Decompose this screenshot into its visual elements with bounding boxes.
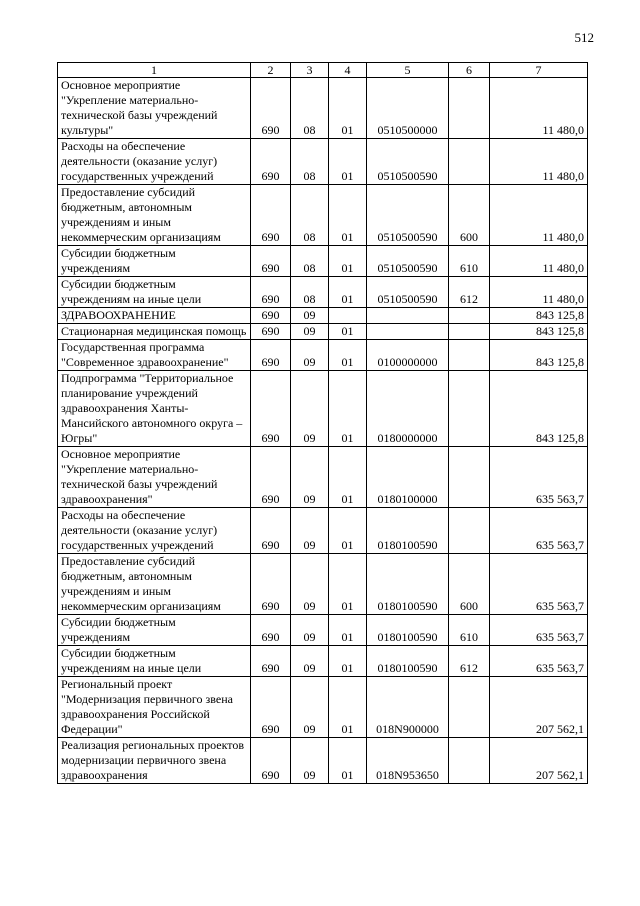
row-expense-type <box>449 308 490 324</box>
row-expense-type: 600 <box>449 554 490 615</box>
row-subsection: 01 <box>329 646 367 677</box>
row-subsection: 01 <box>329 677 367 738</box>
row-amount: 843 125,8 <box>490 308 588 324</box>
row-name: Подпрограмма "Территориальное планирование учреждений здравоохранения Ханты-Мансийского автономного округа – Югры" <box>58 371 251 447</box>
table-row <box>58 615 588 646</box>
row-name: Предоставление субсидий бюджетным, автономным учреждениям и иным некоммерческим организациям <box>58 185 251 246</box>
row-amount: 11 480,0 <box>490 185 588 246</box>
row-target: 018N953650 <box>367 738 449 784</box>
row-amount: 207 562,1 <box>490 738 588 784</box>
row-code-main: 690 <box>251 447 291 508</box>
row-code-main: 690 <box>251 78 291 139</box>
row-target <box>367 308 449 324</box>
row-name: Государственная программа "Современное здравоохранение" <box>58 340 251 371</box>
row-name: Расходы на обеспечение деятельности (оказание услуг) государственных учреждений <box>58 508 251 554</box>
row-code-main: 690 <box>251 646 291 677</box>
header-cell: 7 <box>490 63 588 78</box>
row-name: Субсидии бюджетным учреждениям <box>58 615 251 646</box>
header-cell: 5 <box>367 63 449 78</box>
row-amount: 11 480,0 <box>490 139 588 185</box>
row-target: 0180100590 <box>367 615 449 646</box>
header-cell: 1 <box>58 63 251 78</box>
row-expense-type: 612 <box>449 646 490 677</box>
row-section: 09 <box>291 615 329 646</box>
row-section: 09 <box>291 646 329 677</box>
row-code-main: 690 <box>251 738 291 784</box>
row-target: 0180100590 <box>367 508 449 554</box>
page-number: 512 <box>574 30 594 45</box>
row-section: 09 <box>291 738 329 784</box>
row-code-main: 690 <box>251 185 291 246</box>
row-section: 09 <box>291 340 329 371</box>
row-code-main: 690 <box>251 508 291 554</box>
row-subsection: 01 <box>329 185 367 246</box>
header-cell: 2 <box>251 63 291 78</box>
row-subsection: 01 <box>329 340 367 371</box>
table-row <box>58 646 588 677</box>
row-section: 08 <box>291 277 329 308</box>
row-section: 09 <box>291 554 329 615</box>
row-target: 0510500000 <box>367 78 449 139</box>
table-row <box>58 308 588 324</box>
row-expense-type <box>449 78 490 139</box>
row-target <box>367 324 449 340</box>
row-subsection: 01 <box>329 246 367 277</box>
row-amount: 635 563,7 <box>490 447 588 508</box>
row-section: 09 <box>291 508 329 554</box>
row-subsection: 01 <box>329 371 367 447</box>
row-name: Субсидии бюджетным учреждениям <box>58 246 251 277</box>
row-subsection: 01 <box>329 78 367 139</box>
row-target: 0510500590 <box>367 139 449 185</box>
row-name: Субсидии бюджетным учреждениям на иные цели <box>58 277 251 308</box>
row-amount: 635 563,7 <box>490 554 588 615</box>
row-amount: 843 125,8 <box>490 324 588 340</box>
row-amount: 843 125,8 <box>490 340 588 371</box>
row-name: Основное мероприятие "Укрепление материально-технической базы учреждений здравоохранения" <box>58 447 251 508</box>
row-target: 0510500590 <box>367 277 449 308</box>
row-expense-type <box>449 371 490 447</box>
row-expense-type <box>449 324 490 340</box>
row-amount: 843 125,8 <box>490 371 588 447</box>
row-subsection: 01 <box>329 508 367 554</box>
table-row <box>58 277 588 308</box>
row-expense-type <box>449 340 490 371</box>
row-subsection <box>329 308 367 324</box>
header-cell: 3 <box>291 63 329 78</box>
table-row <box>58 246 588 277</box>
row-section: 08 <box>291 78 329 139</box>
row-name: Субсидии бюджетным учреждениям на иные цели <box>58 646 251 677</box>
row-name: Предоставление субсидий бюджетным, автономным учреждениям и иным некоммерческим организациям <box>58 554 251 615</box>
row-subsection: 01 <box>329 447 367 508</box>
row-section: 08 <box>291 185 329 246</box>
row-code-main: 690 <box>251 308 291 324</box>
row-target: 0100000000 <box>367 340 449 371</box>
row-subsection: 01 <box>329 615 367 646</box>
row-subsection: 01 <box>329 738 367 784</box>
table-row <box>58 677 588 738</box>
header-cell: 4 <box>329 63 367 78</box>
row-amount: 11 480,0 <box>490 78 588 139</box>
table-row <box>58 139 588 185</box>
row-name: ЗДРАВООХРАНЕНИЕ <box>58 308 251 324</box>
row-name: Расходы на обеспечение деятельности (оказание услуг) государственных учреждений <box>58 139 251 185</box>
row-section: 08 <box>291 139 329 185</box>
row-target: 0510500590 <box>367 246 449 277</box>
row-section: 08 <box>291 246 329 277</box>
row-section: 09 <box>291 371 329 447</box>
row-name: Основное мероприятие "Укрепление материально-технической базы учреждений культуры" <box>58 78 251 139</box>
table-row <box>58 447 588 508</box>
row-expense-type: 610 <box>449 615 490 646</box>
row-code-main: 690 <box>251 246 291 277</box>
header-cell: 6 <box>449 63 490 78</box>
row-amount: 635 563,7 <box>490 615 588 646</box>
row-expense-type <box>449 508 490 554</box>
row-code-main: 690 <box>251 324 291 340</box>
row-code-main: 690 <box>251 371 291 447</box>
header-row <box>58 63 588 78</box>
row-section: 09 <box>291 308 329 324</box>
row-code-main: 690 <box>251 139 291 185</box>
table-row <box>58 340 588 371</box>
row-expense-type <box>449 738 490 784</box>
table-row <box>58 371 588 447</box>
table-row <box>58 78 588 139</box>
row-name: Стационарная медицинская помощь <box>58 324 251 340</box>
row-code-main: 690 <box>251 277 291 308</box>
table-row <box>58 185 588 246</box>
row-subsection: 01 <box>329 554 367 615</box>
table-row <box>58 738 588 784</box>
row-amount: 11 480,0 <box>490 277 588 308</box>
row-target: 0180100590 <box>367 554 449 615</box>
row-expense-type: 600 <box>449 185 490 246</box>
row-section: 09 <box>291 677 329 738</box>
row-expense-type <box>449 447 490 508</box>
row-subsection: 01 <box>329 139 367 185</box>
row-target: 0180000000 <box>367 371 449 447</box>
row-code-main: 690 <box>251 615 291 646</box>
row-code-main: 690 <box>251 677 291 738</box>
row-expense-type <box>449 139 490 185</box>
row-expense-type <box>449 677 490 738</box>
row-amount: 11 480,0 <box>490 246 588 277</box>
row-amount: 635 563,7 <box>490 646 588 677</box>
row-name: Региональный проект "Модернизация первичного звена здравоохранения Российской Федерации" <box>58 677 251 738</box>
row-target: 018N900000 <box>367 677 449 738</box>
row-code-main: 690 <box>251 554 291 615</box>
row-amount: 207 562,1 <box>490 677 588 738</box>
row-target: 0510500590 <box>367 185 449 246</box>
row-subsection: 01 <box>329 324 367 340</box>
row-subsection: 01 <box>329 277 367 308</box>
row-code-main: 690 <box>251 340 291 371</box>
row-amount: 635 563,7 <box>490 508 588 554</box>
budget-table <box>57 62 588 784</box>
row-target: 0180100590 <box>367 646 449 677</box>
row-target: 0180100000 <box>367 447 449 508</box>
row-name: Реализация региональных проектов модернизации первичного звена здравоохранения <box>58 738 251 784</box>
row-expense-type: 612 <box>449 277 490 308</box>
row-section: 09 <box>291 324 329 340</box>
table-row <box>58 508 588 554</box>
row-expense-type: 610 <box>449 246 490 277</box>
table-row <box>58 324 588 340</box>
row-section: 09 <box>291 447 329 508</box>
table-row <box>58 554 588 615</box>
